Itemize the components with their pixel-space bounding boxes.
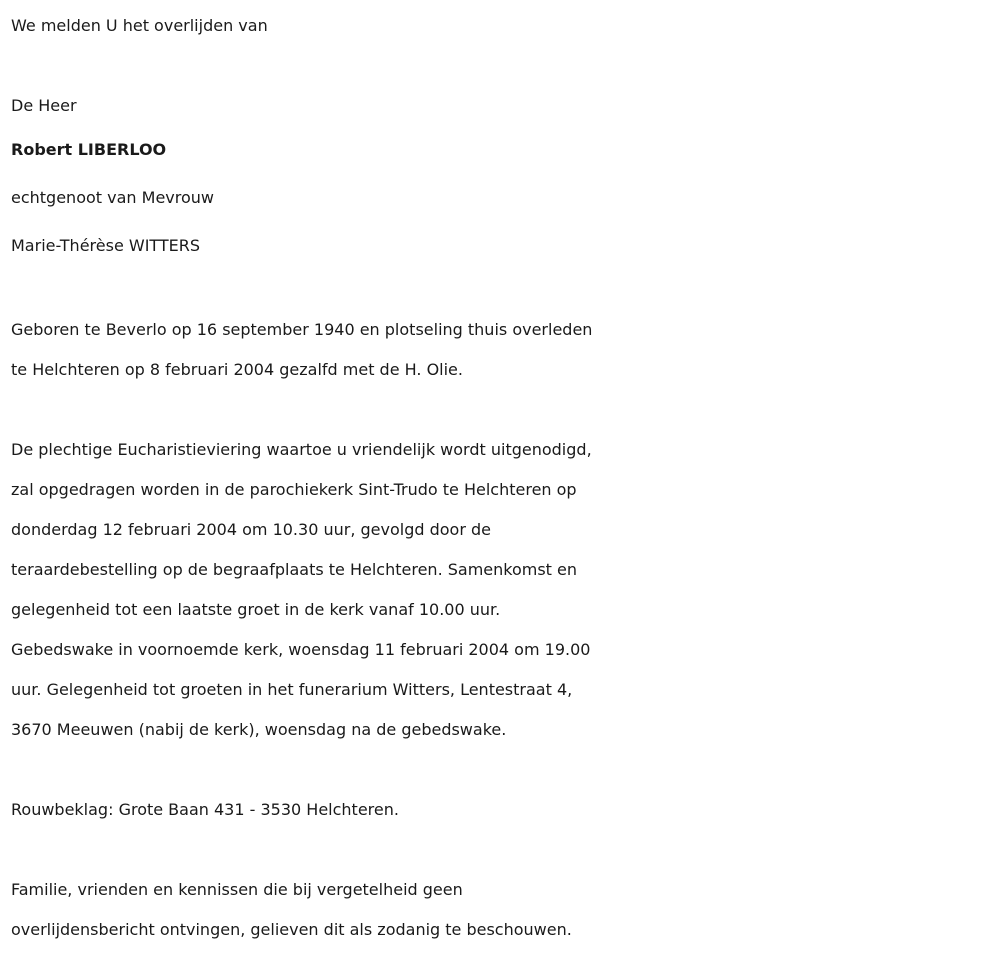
intro-text: We melden U het overlijden van xyxy=(11,16,268,35)
spacer xyxy=(11,750,996,790)
paragraph-line: Familie, vrienden en kennissen die bij vergetelheid geen xyxy=(11,880,463,899)
spacer xyxy=(11,390,996,430)
paragraph-line: te Helchteren op 8 februari 2004 gezalfd met de H. Olie. xyxy=(11,360,463,379)
paragraph-line: gelegenheid tot een laatste groet in de kerk vanaf 10.00 uur. xyxy=(11,600,501,619)
paragraph-line: overlijdensbericht ontvingen, gelieven dit als zodanig te beschouwen. xyxy=(11,920,572,939)
ceremony-paragraph xyxy=(11,430,996,750)
closing-paragraph xyxy=(11,870,996,950)
spouse-label: echtgenoot van Mevrouw xyxy=(11,188,214,207)
paragraph-line: De plechtige Eucharistieviering waartoe u vriendelijk wordt uitgenodigd, xyxy=(11,440,592,459)
spacer xyxy=(11,46,996,86)
paragraph-line: teraardebestelling op de begraafplaats te Helchteren. Samenkomst en xyxy=(11,560,578,579)
honorific: De Heer xyxy=(11,96,77,115)
paragraph-line: Gebedswake in voornoemde kerk, woensdag 11 februari 2004 om 19.00 xyxy=(11,640,591,659)
condolence-address: Rouwbeklag: Grote Baan 431 - 3530 Helchteren. xyxy=(11,800,399,819)
spacer xyxy=(11,830,996,870)
paragraph-line: uur. Gelegenheid tot groeten in het funerarium Witters, Lentestraat 4, xyxy=(11,680,573,699)
paragraph-line: 3670 Meeuwen (nabij de kerk), woensdag na de gebedswake. xyxy=(11,720,507,739)
paragraph-line: Geboren te Beverlo op 16 september 1940 en plotseling thuis overleden xyxy=(11,320,593,339)
paragraph-line: zal opgedragen worden in de parochiekerk Sint-Trudo te Helchteren op xyxy=(11,480,577,499)
paragraph-line: donderdag 12 februari 2004 om 10.30 uur, gevolgd door de xyxy=(11,520,491,539)
death-notice xyxy=(11,6,996,950)
spacer xyxy=(11,270,996,310)
spouse-name: Marie-Thérèse WITTERS xyxy=(11,236,201,255)
deceased-name: Robert LIBERLOO xyxy=(11,140,167,159)
birth-paragraph xyxy=(11,310,996,390)
